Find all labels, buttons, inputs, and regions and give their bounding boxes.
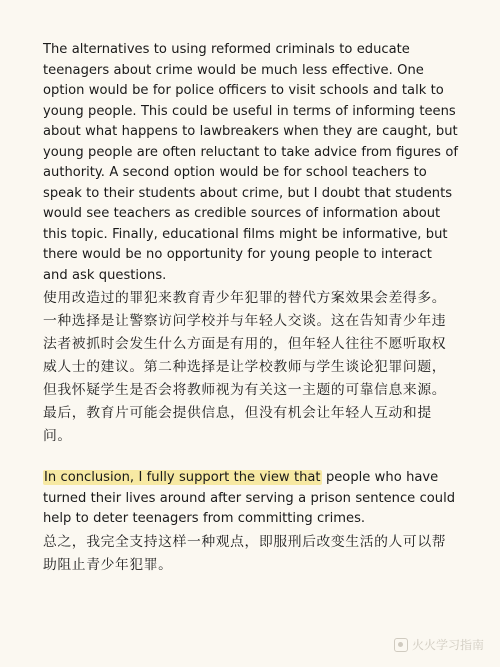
paragraph-spacer: [43, 448, 459, 468]
watermark: [394, 636, 484, 653]
watermark-text: 火火学习指南: [411, 638, 484, 652]
conclusion-english: [43, 468, 459, 530]
app-logo-icon: [394, 638, 408, 652]
conclusion-chinese: 总之，我完全支持这样一种观点，即服刑后改变生活的人可以帮助阻止青少年犯罪。: [43, 533, 447, 573]
highlighted-phrase: In conclusion, I fully support the view that: [44, 470, 321, 485]
conclusion-rest: people who have turned their lives around after serving a prison sentence could help to deter teenagers from committing crimes.: [43, 470, 456, 526]
paragraph-1-english: The alternatives to using reformed criminals to educate teenagers about crime would be much less effective. One option would be for police officers to visit schools and talk to young people. This could be useful in terms of informing teens about what happens to lawbreakers when they are caught, but young people are often reluctant to take advice from figures of authority. A second option would be for school teachers to speak to their students about crime, but I doubt that students would see teachers as credible sources of information about this topic. Finally, educational films might be informative, but there would be no opportunity for young people to interact and ask questions.: [43, 42, 458, 283]
paragraph-1-chinese: 使用改造过的罪犯来教育青少年犯罪的替代方案效果会差得多。一种选择是让警察访问学校并与年轻人交谈。这在告知青少年违法者被抓时会发生什么方面是有用的，但年轻人往往不愿听取权威人士的建议。第二种选择是让学校教师与学生谈论犯罪问题，但我怀疑学生是否会将教师视为有关这一主题的可靠信息来源。最后，教育片可能会提供信息，但没有机会让年轻人互动和提问。: [43, 290, 447, 444]
